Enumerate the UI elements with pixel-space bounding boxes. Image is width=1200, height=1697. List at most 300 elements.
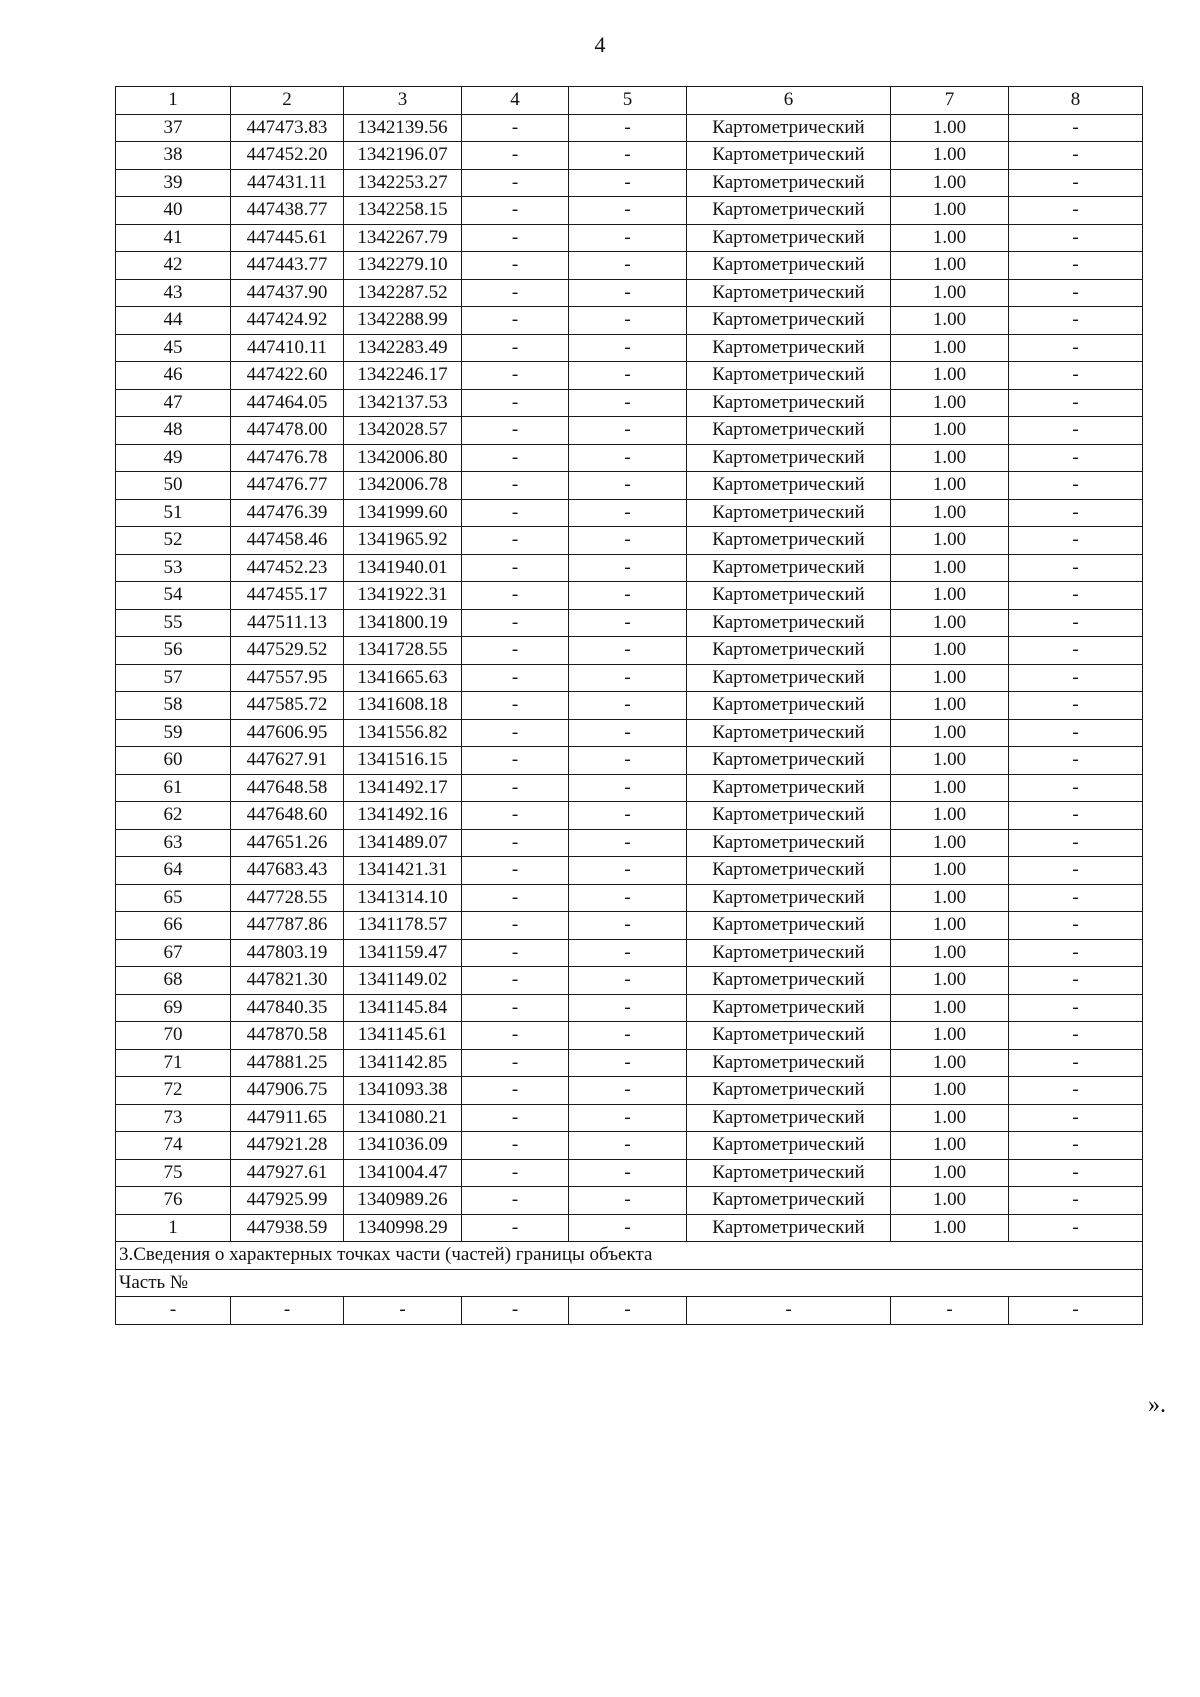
table-cell: 1341516.15 <box>344 747 462 775</box>
table-cell: - <box>462 1022 569 1050</box>
table-cell: - <box>1009 114 1143 142</box>
table-cell: - <box>569 279 687 307</box>
table-cell: Картометрический <box>687 719 891 747</box>
header-cell: 2 <box>231 87 344 115</box>
table-cell: 40 <box>116 197 231 225</box>
table-cell: 447443.77 <box>231 252 344 280</box>
table-cell: - <box>1009 307 1143 335</box>
table-cell: - <box>1009 967 1143 995</box>
table-cell: 76 <box>116 1187 231 1215</box>
table-cell: - <box>569 169 687 197</box>
table-row <box>116 417 1143 445</box>
table-cell: 447627.91 <box>231 747 344 775</box>
table-cell: 56 <box>116 637 231 665</box>
table-cell: - <box>1009 1297 1143 1325</box>
table-cell: - <box>569 1049 687 1077</box>
table-cell: - <box>569 252 687 280</box>
table-cell: - <box>1009 1049 1143 1077</box>
table-cell: 1.00 <box>891 1049 1009 1077</box>
table-cell: 1342288.99 <box>344 307 462 335</box>
table-cell: - <box>569 1297 687 1325</box>
table-cell: 1.00 <box>891 939 1009 967</box>
table-cell: Картометрический <box>687 499 891 527</box>
table-cell: 1342028.57 <box>344 417 462 445</box>
table-cell: 41 <box>116 224 231 252</box>
table-cell: - <box>462 1077 569 1105</box>
section-title: 3.Сведения о характерных точках части (частей) границы объекта <box>116 1242 1143 1270</box>
table-cell: - <box>1009 472 1143 500</box>
table-cell: - <box>1009 279 1143 307</box>
table-row <box>116 389 1143 417</box>
section-title-row <box>116 1242 1143 1270</box>
table-cell: - <box>462 554 569 582</box>
table-cell: - <box>1009 1132 1143 1160</box>
table-cell: 1341608.18 <box>344 692 462 720</box>
table-cell: 45 <box>116 334 231 362</box>
table-cell: - <box>462 142 569 170</box>
table-row <box>116 747 1143 775</box>
table-row <box>116 527 1143 555</box>
table-cell: 447606.95 <box>231 719 344 747</box>
table-row <box>116 1132 1143 1160</box>
table-cell: 1341421.31 <box>344 857 462 885</box>
table-cell: 1.00 <box>891 1077 1009 1105</box>
table-cell: 47 <box>116 389 231 417</box>
table-cell: - <box>462 857 569 885</box>
table-cell: - <box>1009 637 1143 665</box>
table-cell: Картометрический <box>687 1159 891 1187</box>
table-cell: 447410.11 <box>231 334 344 362</box>
table-cell: - <box>462 774 569 802</box>
table-cell: 51 <box>116 499 231 527</box>
table-cell: 1341922.31 <box>344 582 462 610</box>
table-cell: - <box>1009 444 1143 472</box>
table-cell: 52 <box>116 527 231 555</box>
table-cell: - <box>462 417 569 445</box>
table-cell: - <box>462 1104 569 1132</box>
table-cell: - <box>569 114 687 142</box>
table-cell: Картометрический <box>687 389 891 417</box>
table-cell: 63 <box>116 829 231 857</box>
table-cell: - <box>116 1297 231 1325</box>
table-cell: 1.00 <box>891 417 1009 445</box>
table-cell: - <box>462 252 569 280</box>
table-row <box>116 609 1143 637</box>
header-cell: 7 <box>891 87 1009 115</box>
table-cell: Картометрический <box>687 472 891 500</box>
table-cell: - <box>569 527 687 555</box>
table-cell: - <box>569 1159 687 1187</box>
table-cell: Картометрический <box>687 994 891 1022</box>
table-cell: 447648.58 <box>231 774 344 802</box>
table-cell: - <box>1009 362 1143 390</box>
table-cell: 75 <box>116 1159 231 1187</box>
table-cell: Картометрический <box>687 197 891 225</box>
table-cell: 55 <box>116 609 231 637</box>
table-cell: 1.00 <box>891 829 1009 857</box>
table-cell: - <box>462 527 569 555</box>
table-cell: Картометрический <box>687 912 891 940</box>
table-cell: 1.00 <box>891 774 1009 802</box>
page-number: 4 <box>594 32 606 57</box>
table-cell: - <box>462 1297 569 1325</box>
table-cell: 447458.46 <box>231 527 344 555</box>
table-row <box>116 1104 1143 1132</box>
table-cell: 447464.05 <box>231 389 344 417</box>
table-cell: 68 <box>116 967 231 995</box>
table-row <box>116 1022 1143 1050</box>
table-cell: - <box>569 444 687 472</box>
table-cell: 1.00 <box>891 582 1009 610</box>
table-cell: - <box>1009 582 1143 610</box>
table-cell: - <box>569 334 687 362</box>
table-cell: 1.00 <box>891 444 1009 472</box>
table-cell: Картометрический <box>687 1214 891 1242</box>
table-cell: - <box>569 417 687 445</box>
table-cell: - <box>569 747 687 775</box>
table-body <box>116 87 1143 1325</box>
table-cell: - <box>1009 912 1143 940</box>
header-cell: 3 <box>344 87 462 115</box>
table-cell: Картометрический <box>687 554 891 582</box>
table-cell: - <box>462 197 569 225</box>
table-cell: 1.00 <box>891 1159 1009 1187</box>
table-cell: - <box>462 224 569 252</box>
table-cell: 1.00 <box>891 994 1009 1022</box>
table-cell: - <box>1009 829 1143 857</box>
table-cell: 1.00 <box>891 747 1009 775</box>
table-cell: 71 <box>116 1049 231 1077</box>
table-cell: - <box>569 802 687 830</box>
table-cell: Картометрический <box>687 582 891 610</box>
table-cell: 1341940.01 <box>344 554 462 582</box>
table-cell: 60 <box>116 747 231 775</box>
table-row <box>116 444 1143 472</box>
table-cell: 1342139.56 <box>344 114 462 142</box>
table-cell: 1341492.16 <box>344 802 462 830</box>
table-cell: 1.00 <box>891 307 1009 335</box>
table-cell: 1.00 <box>891 142 1009 170</box>
table-cell: 1341314.10 <box>344 884 462 912</box>
table-cell: - <box>1009 939 1143 967</box>
table-cell: Картометрический <box>687 1022 891 1050</box>
table-cell: - <box>462 582 569 610</box>
table-cell: 1342006.78 <box>344 472 462 500</box>
table-cell: Картометрический <box>687 527 891 555</box>
table-cell: 1.00 <box>891 197 1009 225</box>
table-cell: 447424.92 <box>231 307 344 335</box>
table-cell: - <box>1009 994 1143 1022</box>
table-cell: Картометрический <box>687 1187 891 1215</box>
table-cell: - <box>1009 417 1143 445</box>
table-cell: 447906.75 <box>231 1077 344 1105</box>
table-row <box>116 114 1143 142</box>
table-cell: - <box>1009 857 1143 885</box>
table-cell: 1342196.07 <box>344 142 462 170</box>
part-label: Часть № <box>116 1269 1143 1297</box>
table-cell: 1.00 <box>891 664 1009 692</box>
table-cell: 1.00 <box>891 389 1009 417</box>
table-cell: 1341145.61 <box>344 1022 462 1050</box>
table-cell: 37 <box>116 114 231 142</box>
table-cell: Картометрический <box>687 417 891 445</box>
table-cell: - <box>462 719 569 747</box>
table-cell: 447476.77 <box>231 472 344 500</box>
table-row <box>116 967 1143 995</box>
table-row <box>116 169 1143 197</box>
table-row <box>116 1187 1143 1215</box>
table-row <box>116 252 1143 280</box>
table-cell: - <box>462 692 569 720</box>
table-cell: 1342137.53 <box>344 389 462 417</box>
table-cell: 1342287.52 <box>344 279 462 307</box>
table-cell: - <box>462 114 569 142</box>
table-row <box>116 582 1143 610</box>
header-cell: 5 <box>569 87 687 115</box>
table-cell: - <box>462 1132 569 1160</box>
table-cell: - <box>569 472 687 500</box>
table-cell: - <box>1009 252 1143 280</box>
table-cell: 48 <box>116 417 231 445</box>
table-cell: 447438.77 <box>231 197 344 225</box>
table-cell: - <box>569 637 687 665</box>
table-cell: 447911.65 <box>231 1104 344 1132</box>
table-cell: - <box>1009 334 1143 362</box>
table-cell: 69 <box>116 994 231 1022</box>
table-cell: 1.00 <box>891 114 1009 142</box>
table-cell: 1342006.80 <box>344 444 462 472</box>
table-cell: - <box>569 719 687 747</box>
table-cell: 49 <box>116 444 231 472</box>
table-cell: - <box>569 1132 687 1160</box>
table-cell: 1341145.84 <box>344 994 462 1022</box>
table-cell: - <box>462 637 569 665</box>
table-cell: - <box>462 1159 569 1187</box>
table-cell: 1.00 <box>891 719 1009 747</box>
table-cell: - <box>1009 389 1143 417</box>
table-cell: 1.00 <box>891 1214 1009 1242</box>
table-cell: - <box>462 1214 569 1242</box>
header-cell: 6 <box>687 87 891 115</box>
table-cell: - <box>1009 169 1143 197</box>
table-cell: 50 <box>116 472 231 500</box>
table-cell: 447476.39 <box>231 499 344 527</box>
table-row <box>116 472 1143 500</box>
table-cell: 1342267.79 <box>344 224 462 252</box>
table-cell: 447529.52 <box>231 637 344 665</box>
table-cell: 1341093.38 <box>344 1077 462 1105</box>
closing-quote-mark: ». <box>1148 1392 1166 1418</box>
table-cell: 1341728.55 <box>344 637 462 665</box>
table-cell: 42 <box>116 252 231 280</box>
table-cell: 447476.78 <box>231 444 344 472</box>
table-cell: - <box>569 884 687 912</box>
table-cell: 1.00 <box>891 362 1009 390</box>
table-cell: 1341159.47 <box>344 939 462 967</box>
table-cell: 53 <box>116 554 231 582</box>
table-cell: - <box>569 142 687 170</box>
table-row <box>116 279 1143 307</box>
table-cell: 1.00 <box>891 884 1009 912</box>
table-cell: - <box>1009 1187 1143 1215</box>
table-row <box>116 884 1143 912</box>
table-cell: Картометрический <box>687 307 891 335</box>
table-cell: Картометрический <box>687 1049 891 1077</box>
table-cell: Картометрический <box>687 692 891 720</box>
table-cell: 1342253.27 <box>344 169 462 197</box>
table-cell: 57 <box>116 664 231 692</box>
table-cell: 1.00 <box>891 527 1009 555</box>
table-cell: 447585.72 <box>231 692 344 720</box>
table-cell: 1340998.29 <box>344 1214 462 1242</box>
table-cell: 1.00 <box>891 554 1009 582</box>
table-cell: 70 <box>116 1022 231 1050</box>
table-cell: - <box>569 582 687 610</box>
table-cell: 39 <box>116 169 231 197</box>
table-cell: Картометрический <box>687 774 891 802</box>
table-cell: - <box>1009 197 1143 225</box>
header-row <box>116 87 1143 115</box>
table-cell: - <box>569 197 687 225</box>
table-cell: Картометрический <box>687 664 891 692</box>
table-cell: - <box>1009 747 1143 775</box>
table-cell: - <box>569 224 687 252</box>
table-cell: 73 <box>116 1104 231 1132</box>
table-cell: Картометрический <box>687 802 891 830</box>
table-cell: 67 <box>116 939 231 967</box>
table-cell: 38 <box>116 142 231 170</box>
table-cell: 65 <box>116 884 231 912</box>
table-cell: - <box>569 1187 687 1215</box>
table-cell: 59 <box>116 719 231 747</box>
table-cell: - <box>569 967 687 995</box>
table-row <box>116 939 1143 967</box>
table-cell: - <box>569 499 687 527</box>
table-cell: 61 <box>116 774 231 802</box>
table-cell: - <box>462 1187 569 1215</box>
table-cell: - <box>462 362 569 390</box>
table-cell: - <box>1009 609 1143 637</box>
table-cell: - <box>687 1297 891 1325</box>
header-cell: 8 <box>1009 87 1143 115</box>
table-cell: - <box>462 609 569 637</box>
table-cell: Картометрический <box>687 857 891 885</box>
table-cell: 447473.83 <box>231 114 344 142</box>
table-cell: 1.00 <box>891 912 1009 940</box>
table-cell: Картометрический <box>687 224 891 252</box>
table-row <box>116 1214 1143 1242</box>
table-cell: - <box>1009 1214 1143 1242</box>
table-cell: - <box>569 994 687 1022</box>
table-cell: - <box>462 472 569 500</box>
table-cell: 1341665.63 <box>344 664 462 692</box>
table-row <box>116 307 1143 335</box>
table-cell: Картометрический <box>687 362 891 390</box>
table-cell: 1341999.60 <box>344 499 462 527</box>
table-cell: 54 <box>116 582 231 610</box>
table-cell: Картометрический <box>687 444 891 472</box>
table-cell: 1.00 <box>891 802 1009 830</box>
table-cell: - <box>1009 884 1143 912</box>
table-cell: Картометрический <box>687 637 891 665</box>
table-row <box>116 1049 1143 1077</box>
table-cell: - <box>569 939 687 967</box>
table-cell: - <box>344 1297 462 1325</box>
table-cell: 1.00 <box>891 499 1009 527</box>
table-cell: 1341489.07 <box>344 829 462 857</box>
table-cell: - <box>1009 1077 1143 1105</box>
table-cell: - <box>1009 802 1143 830</box>
table-cell: 1342258.15 <box>344 197 462 225</box>
table-cell: 58 <box>116 692 231 720</box>
table-cell: - <box>462 939 569 967</box>
table-cell: Картометрический <box>687 142 891 170</box>
table-cell: - <box>569 554 687 582</box>
table-cell: - <box>462 444 569 472</box>
table-row <box>116 802 1143 830</box>
table-cell: 447683.43 <box>231 857 344 885</box>
table-cell: 1341142.85 <box>344 1049 462 1077</box>
table-cell: 1341036.09 <box>344 1132 462 1160</box>
table-cell: 447455.17 <box>231 582 344 610</box>
table-cell: 1341492.17 <box>344 774 462 802</box>
table-row <box>116 637 1143 665</box>
table-row <box>116 994 1143 1022</box>
header-cell: 4 <box>462 87 569 115</box>
table-cell: 447787.86 <box>231 912 344 940</box>
table-cell: Картометрический <box>687 829 891 857</box>
table-cell: 1.00 <box>891 252 1009 280</box>
table-cell: - <box>462 664 569 692</box>
table-cell: 1341965.92 <box>344 527 462 555</box>
table-cell: 1341080.21 <box>344 1104 462 1132</box>
table-row <box>116 197 1143 225</box>
table-cell: 447803.19 <box>231 939 344 967</box>
table-cell: 447431.11 <box>231 169 344 197</box>
coordinates-table <box>115 86 1143 1325</box>
table-row <box>116 142 1143 170</box>
table-cell: - <box>569 1214 687 1242</box>
table-cell: 46 <box>116 362 231 390</box>
table-cell: Картометрический <box>687 747 891 775</box>
table-cell: - <box>1009 774 1143 802</box>
table-cell: 1342279.10 <box>344 252 462 280</box>
table-row <box>116 912 1143 940</box>
table-cell: Картометрический <box>687 884 891 912</box>
table-cell: 447651.26 <box>231 829 344 857</box>
table-cell: 1.00 <box>891 637 1009 665</box>
table-cell: - <box>1009 1159 1143 1187</box>
table-cell: Картометрический <box>687 609 891 637</box>
table-cell: - <box>462 307 569 335</box>
table-cell: 447445.61 <box>231 224 344 252</box>
table-row <box>116 1077 1143 1105</box>
table-cell: 62 <box>116 802 231 830</box>
table-cell: - <box>462 994 569 1022</box>
table-cell: Картометрический <box>687 334 891 362</box>
table-cell: - <box>569 609 687 637</box>
table-row <box>116 554 1143 582</box>
table-cell: - <box>462 169 569 197</box>
table-row <box>116 829 1143 857</box>
table-cell: - <box>1009 499 1143 527</box>
table-cell: - <box>462 967 569 995</box>
table-cell: - <box>462 389 569 417</box>
table-cell: - <box>569 307 687 335</box>
table-cell: 1.00 <box>891 1132 1009 1160</box>
table-cell: 447478.00 <box>231 417 344 445</box>
table-cell: 1.00 <box>891 609 1009 637</box>
